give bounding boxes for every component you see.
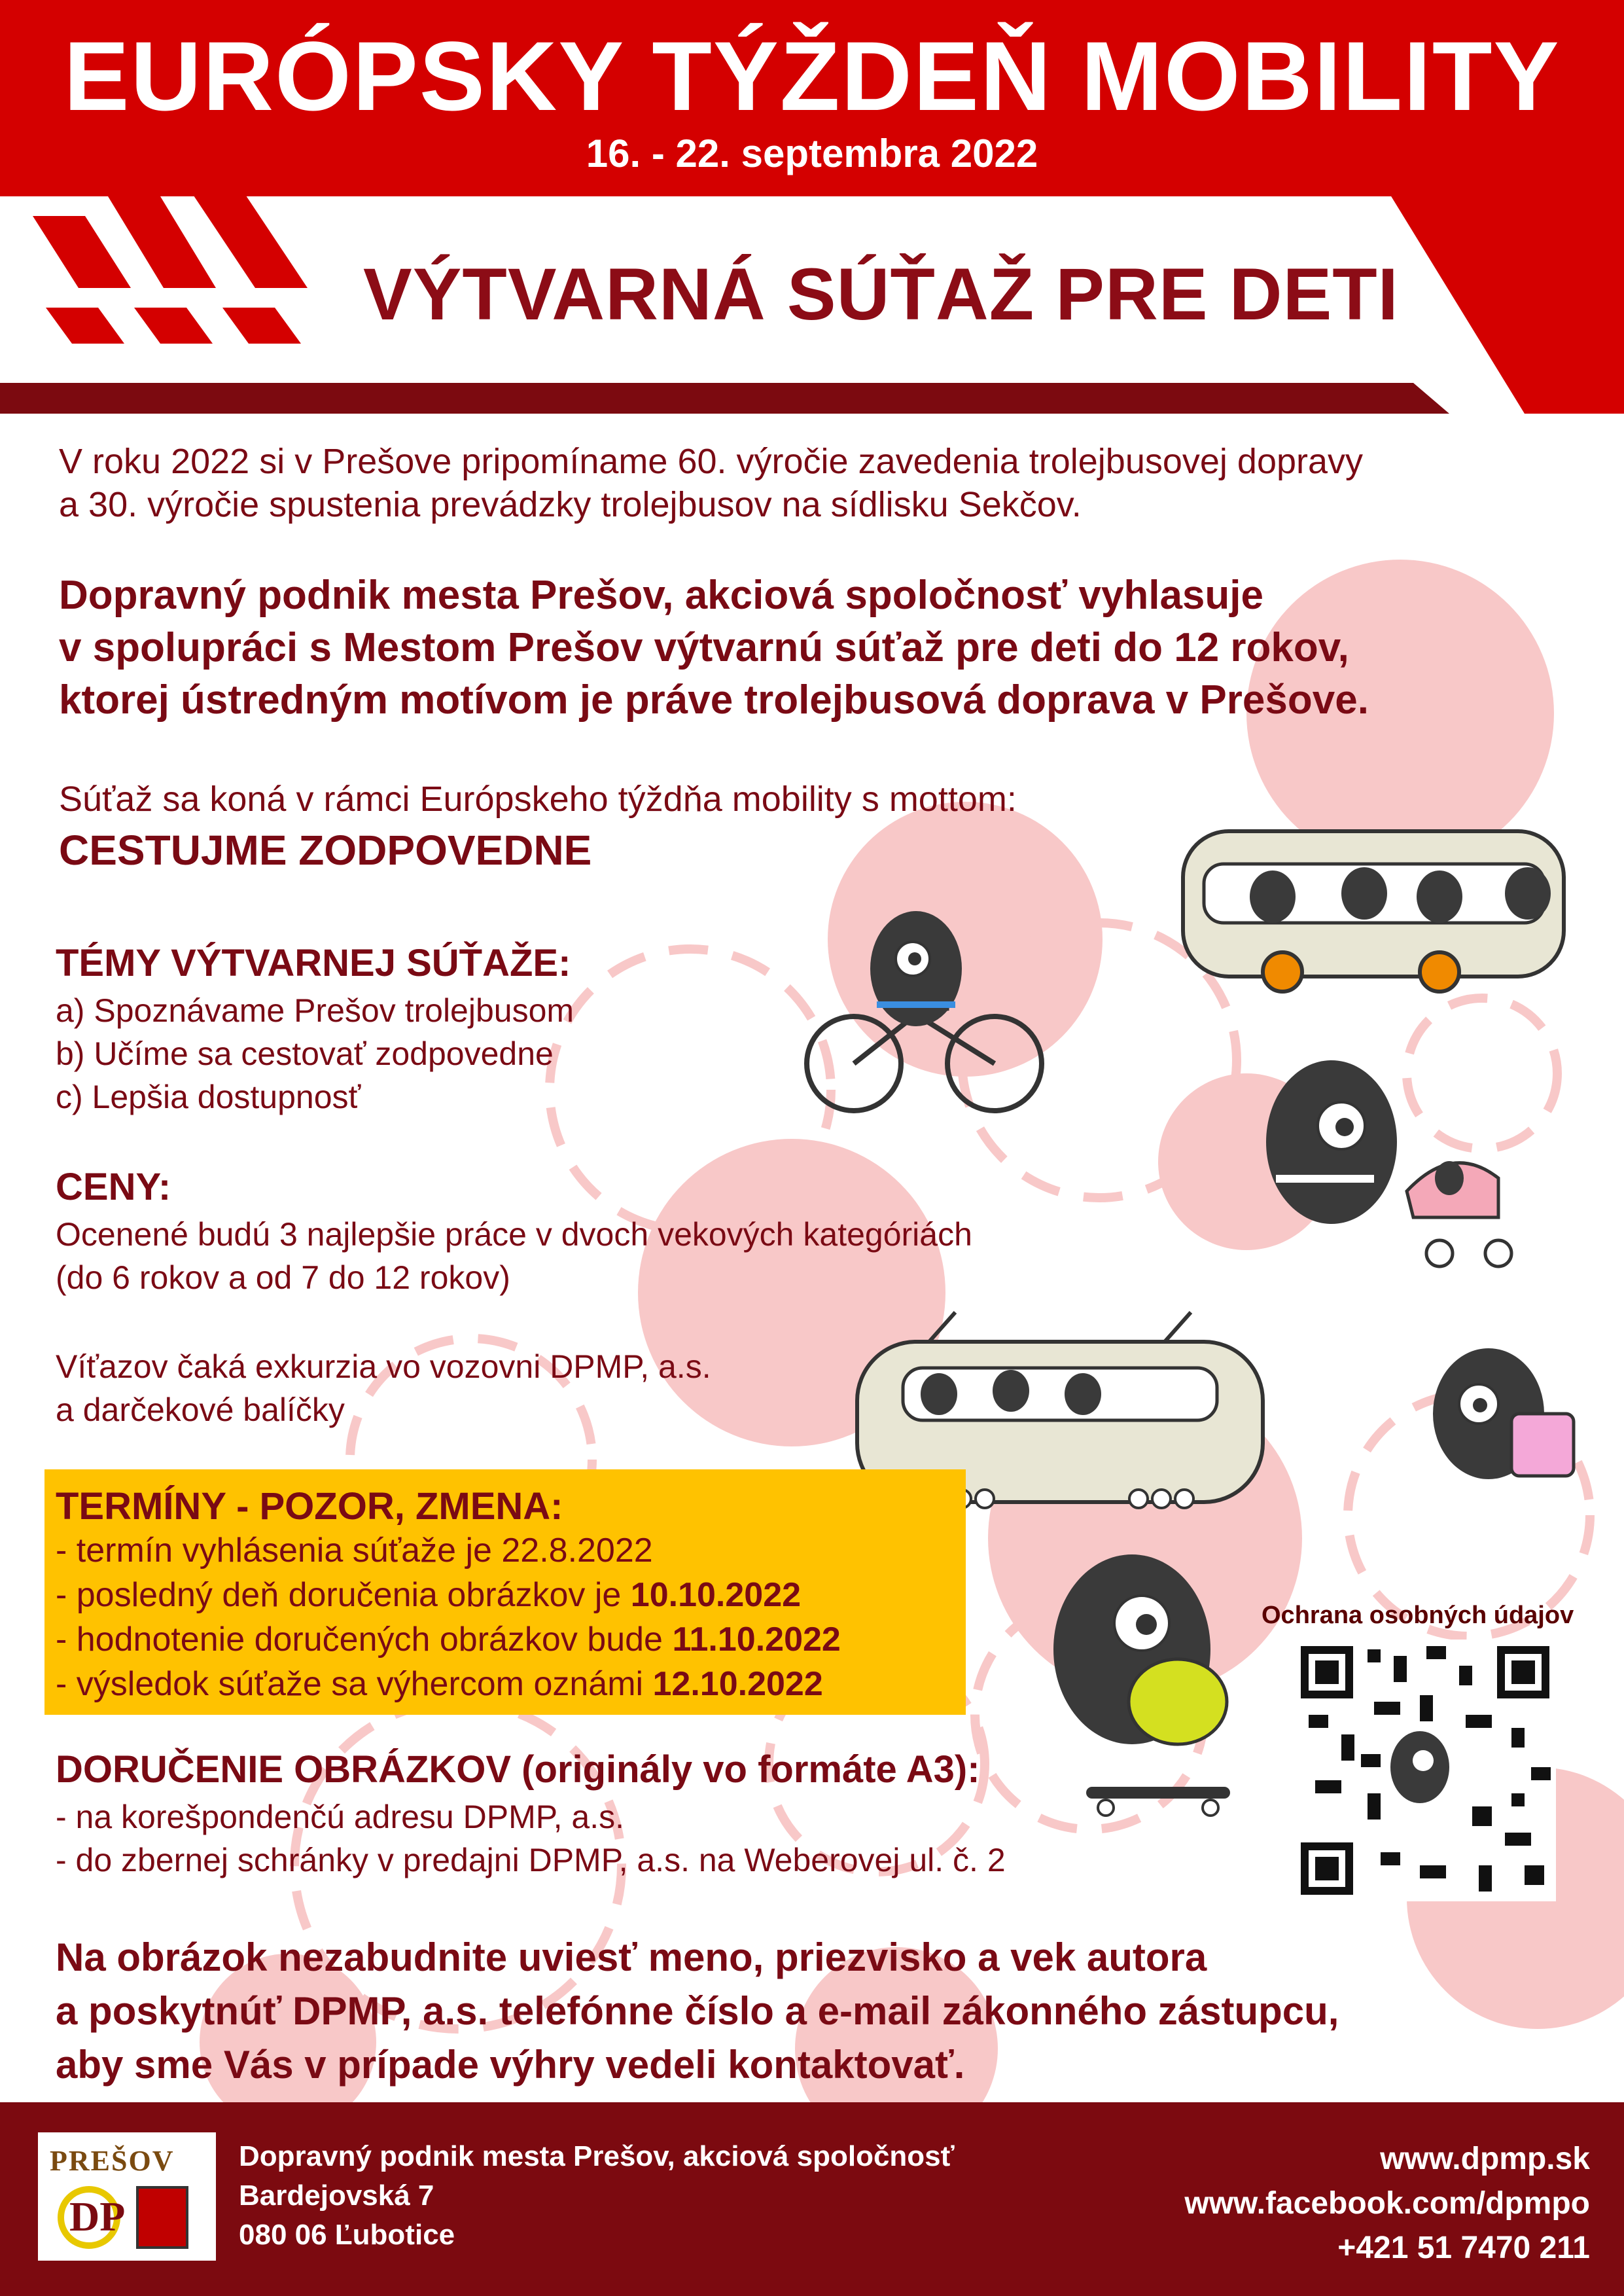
announcement-paragraph xyxy=(59,569,1577,726)
logo-dp: DP xyxy=(69,2193,126,2240)
footer-phone[interactable]: +421 51 7470 211 xyxy=(1337,2231,1590,2265)
intro-line-1: V roku 2022 si v Prešove pripomíname 60. výročie zavedenia trolejbusovej dopravy xyxy=(59,442,1364,481)
delivery-item: - na korešpondenčú adresu DPMP, a.s. xyxy=(56,1799,625,1835)
announcement-line-1: Dopravný podnik mesta Prešov, akciová spoločnosť vyhlasuje xyxy=(59,573,1263,618)
delivery-heading: DORUČENIE OBRÁZKOV (originály vo formáte A3): xyxy=(56,1748,980,1791)
intro-paragraph xyxy=(59,440,1577,526)
prizes-line-1: Ocenené budú 3 najlepšie práce v dvoch vekových kategóriách xyxy=(56,1216,972,1253)
announcement-line-3: ktorej ústredným motívom je práve trolejbusová doprava v Prešove. xyxy=(59,677,1369,723)
prizes-line-4: a darčekové balíčky xyxy=(56,1391,345,1428)
announcement-line-2: v spolupráci s Mestom Prešov výtvarnú súťaž pre deti do 12 rokov, xyxy=(59,625,1349,670)
themes-heading: TÉMY VÝTVARNEJ SÚŤAŽE: xyxy=(56,942,571,984)
logo-coat-of-arms xyxy=(136,2186,188,2249)
date-item: - termín vyhlásenia súťaže je 22.8.2022 xyxy=(56,1532,653,1570)
delivery-item: - do zbernej schránky v predajni DPMP, a.s. na Weberovej ul. č. 2 xyxy=(56,1842,1006,1878)
prizes-line-2: (do 6 rokov a od 7 do 12 rokov) xyxy=(56,1259,510,1296)
qr-code xyxy=(1294,1640,1556,1901)
footer-street: Bardejovská 7 xyxy=(239,2179,434,2212)
date-item: - hodnotenie doručených obrázkov bude 11.10.2022 xyxy=(56,1621,841,1659)
contest-title: VÝTVARNÁ SÚŤAŽ PRE DETI xyxy=(363,253,1399,335)
delivery-section xyxy=(56,1748,1006,1882)
date-item: - výsledok súťaže sa výhercom oznámi 12.10.2022 xyxy=(56,1665,823,1703)
theme-item: b) Učíme sa cestovať zodpovedne xyxy=(56,1035,554,1072)
final-line-1: Na obrázok nezabudnite uviesť meno, priezvisko a vek autora xyxy=(56,1935,1207,1979)
intro-line-2: a 30. výročie spustenia prevádzky trolejbusov na sídlisku Sekčov. xyxy=(59,485,1082,524)
footer-contacts xyxy=(1184,2137,1590,2270)
dates-section xyxy=(56,1484,841,1706)
motto-lead: Súťaž sa koná v rámci Európskeho týždňa mobility s mottom: xyxy=(59,780,1017,819)
footer-address xyxy=(239,2137,955,2255)
logo-city: PREŠOV xyxy=(50,2145,175,2177)
prizes-section xyxy=(56,1165,972,1431)
qr-caption: Ochrana osobných údajov xyxy=(1262,1602,1574,1629)
dates-heading: TERMÍNY - POZOR, ZMENA: xyxy=(56,1485,563,1528)
stroller-illustration xyxy=(1266,1060,1511,1266)
dpmp-logo xyxy=(38,2132,216,2261)
final-line-2: a poskytnúť DPMP, a.s. telefónne číslo a e-mail zákonného zástupcu, xyxy=(56,1989,1339,2033)
shopping-girl-illustration xyxy=(1433,1348,1574,1479)
motto-text: CESTUJME ZODPOVEDNE xyxy=(59,827,592,874)
theme-item: c) Lepšia dostupnosť xyxy=(56,1079,361,1115)
footer-web-link[interactable]: www.dpmp.sk xyxy=(1380,2142,1590,2176)
prizes-heading: CENY: xyxy=(56,1166,171,1208)
footer-city: 080 06 Ľubotice xyxy=(239,2219,455,2251)
footer-facebook-link[interactable]: www.facebook.com/dpmpo xyxy=(1184,2186,1590,2221)
date-item: - posledný deň doručenia obrázkov je 10.10.2022 xyxy=(56,1576,802,1614)
event-date: 16. - 22. septembra 2022 xyxy=(586,132,1038,175)
theme-item: a) Spoznávame Prešov trolejbusom xyxy=(56,992,574,1029)
bus-illustration xyxy=(1183,831,1564,992)
prizes-line-3: Víťazov čaká exkurzia vo vozovni DPMP, a.s. xyxy=(56,1348,711,1385)
final-notice xyxy=(56,1931,1574,2092)
final-line-3: aby sme Vás v prípade výhry vedeli kontaktovať. xyxy=(56,2043,965,2087)
event-title: EURÓPSKY TÝŽDEŇ MOBILITY xyxy=(63,21,1561,131)
themes-section xyxy=(56,941,574,1119)
footer-company: Dopravný podnik mesta Prešov, akciová spoločnosť xyxy=(239,2140,955,2172)
